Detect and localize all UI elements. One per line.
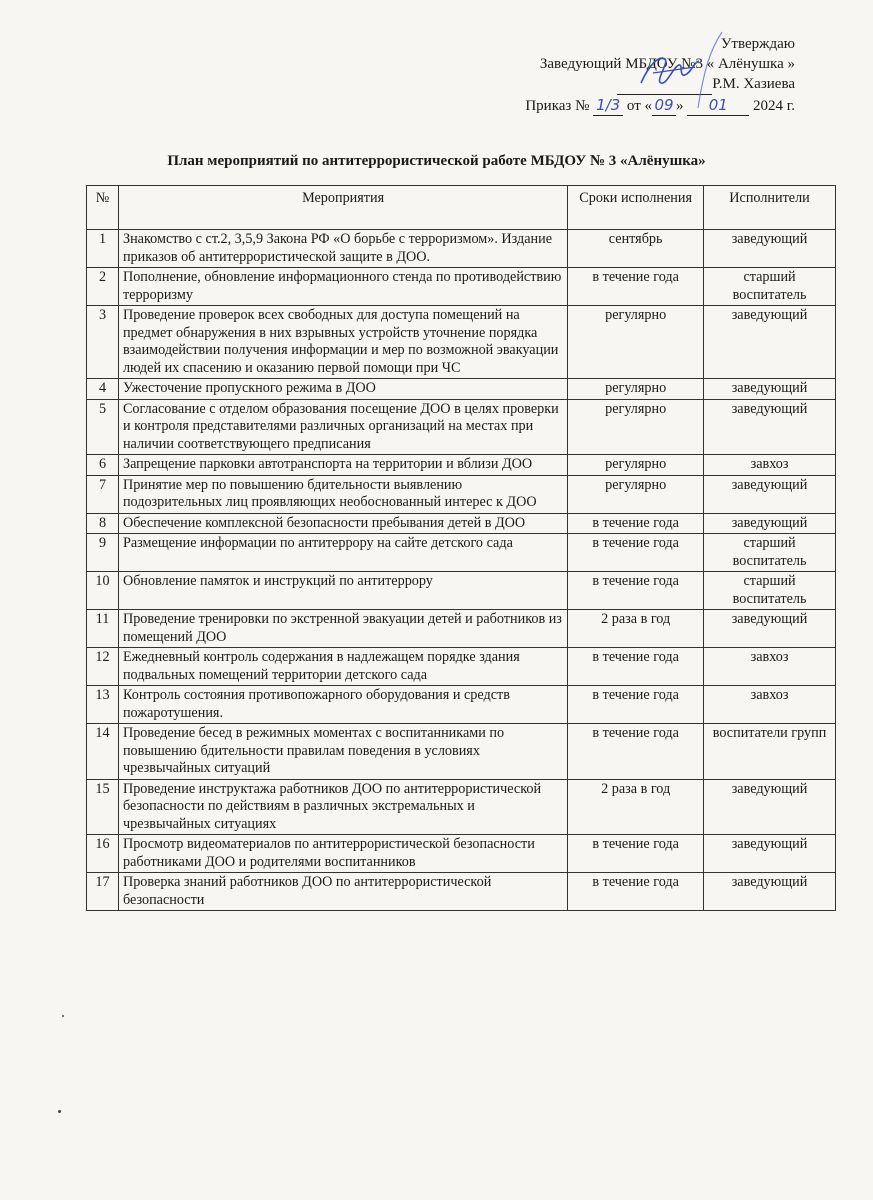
row-activity: Проверка знаний работников ДОО по антитеррористической безопасности [118, 873, 567, 911]
row-number: 8 [87, 513, 119, 534]
table-row [87, 686, 836, 724]
row-number: 1 [87, 230, 119, 268]
row-term: регулярно [568, 306, 704, 379]
row-activity: Проведение проверок всех свободных для доступа помещений на предмет обнаружения в них взрывных устройств уточнение порядка взаимодействии получения информации и мер по возможной эвакуации людей их спасению и оказанию первой помощи при ЧС [118, 306, 567, 379]
row-number: 5 [87, 399, 119, 455]
row-term: в течение года [568, 835, 704, 873]
row-number: 14 [87, 724, 119, 780]
row-activity: Принятие мер по повышению бдительности выявлению подозрительных лиц проявляющих необоснованный интерес к ДОО [118, 475, 567, 513]
row-term: регулярно [568, 399, 704, 455]
scan-speck [62, 1015, 64, 1017]
table-row [87, 399, 836, 455]
header-executor: Исполнители [704, 186, 836, 230]
row-number: 7 [87, 475, 119, 513]
row-number: 13 [87, 686, 119, 724]
row-activity: Проведение тренировки по экстренной эвакуации детей и работников из помещений ДОО [118, 610, 567, 648]
row-number: 2 [87, 268, 119, 306]
header-term: Сроки исполнения [568, 186, 704, 230]
row-term: в течение года [568, 268, 704, 306]
row-executor: заведующий [704, 306, 836, 379]
row-executor: заведующий [704, 513, 836, 534]
row-executor: старший воспитатель [704, 268, 836, 306]
table-row [87, 610, 836, 648]
activities-table [86, 185, 836, 911]
table-row [87, 306, 836, 379]
table-row [87, 455, 836, 476]
row-activity: Размещение информации по антитеррору на сайте детского сада [118, 534, 567, 572]
table-body [87, 230, 836, 911]
row-term: регулярно [568, 379, 704, 400]
row-activity: Обновление памяток и инструкций по антитеррору [118, 572, 567, 610]
header-activity: Мероприятия [118, 186, 567, 230]
row-term: 2 раза в год [568, 610, 704, 648]
header-number: № [87, 186, 119, 230]
row-term: в течение года [568, 572, 704, 610]
row-activity: Пополнение, обновление информационного стенда по противодействию терроризму [118, 268, 567, 306]
order-month: 01 [687, 95, 749, 116]
row-number: 11 [87, 610, 119, 648]
row-number: 4 [87, 379, 119, 400]
row-executor: заведующий [704, 379, 836, 400]
order-number: 1/3 [593, 95, 623, 116]
order-day: 09 [652, 95, 676, 116]
approval-position: Заведующий МБДОУ №3 « Алёнушка » [539, 56, 795, 72]
row-executor: заведующий [704, 610, 836, 648]
row-executor: завхоз [704, 686, 836, 724]
row-executor: заведующий [704, 835, 836, 873]
row-activity: Проведение инструктажа работников ДОО по антитеррористической безопасности по действиям в различных экстремальных и чрезвычайных ситуациях [118, 779, 567, 835]
table-row [87, 475, 836, 513]
table-row [87, 513, 836, 534]
table-row [87, 379, 836, 400]
row-activity: Согласование с отделом образования посещение ДОО в целях проверки и контроля представителями различных организаций на местах при наличии соответствующего предписания [118, 399, 567, 455]
row-activity: Просмотр видеоматериалов по антитеррористической безопасности работниками ДОО и родителями воспитанников [118, 835, 567, 873]
table-row [87, 873, 836, 911]
scan-speck [58, 1110, 61, 1113]
row-number: 6 [87, 455, 119, 476]
row-executor: воспитатели групп [704, 724, 836, 780]
row-executor: старший воспитатель [704, 572, 836, 610]
table-row [87, 534, 836, 572]
row-term: в течение года [568, 534, 704, 572]
row-activity: Проведение бесед в режимных моментах с воспитанниками по повышению бдительности правилам поведения в условиях чрезвычайных ситуаций [118, 724, 567, 780]
approval-name: Р.М. Хазиева [712, 76, 795, 92]
row-activity: Ужесточение пропускного режима в ДОО [118, 379, 567, 400]
row-executor: завхоз [704, 648, 836, 686]
row-term: в течение года [568, 873, 704, 911]
row-executor: заведующий [704, 873, 836, 911]
row-executor: заведующий [704, 779, 836, 835]
row-number: 12 [87, 648, 119, 686]
row-term: в течение года [568, 513, 704, 534]
approval-order-line: Приказ № 1/3 от « 09 » 01 2024 г. [525, 96, 795, 114]
row-executor: заведующий [704, 475, 836, 513]
table-header-row [87, 186, 836, 230]
row-activity: Контроль состояния противопожарного оборудования и средств пожаротушения. [118, 686, 567, 724]
row-number: 9 [87, 534, 119, 572]
table-row [87, 835, 836, 873]
row-number: 15 [87, 779, 119, 835]
row-number: 16 [87, 835, 119, 873]
row-activity: Обеспечение комплексной безопасности пребывания детей в ДОО [118, 513, 567, 534]
table-row [87, 572, 836, 610]
row-term: регулярно [568, 455, 704, 476]
table-row [87, 779, 836, 835]
table-row [87, 230, 836, 268]
table-row [87, 724, 836, 780]
stamp-mark-icon [690, 30, 730, 110]
row-term: в течение года [568, 648, 704, 686]
row-executor: завхоз [704, 455, 836, 476]
row-executor: заведующий [704, 230, 836, 268]
row-activity: Знакомство с ст.2, 3,5,9 Закона РФ «О борьбе с терроризмом». Издание приказов об антитеррористической защите в ДОО. [118, 230, 567, 268]
row-activity: Ежедневный контроль содержания в надлежащем порядке здания подвальных помещений территории детского сада [118, 648, 567, 686]
row-term: регулярно [568, 475, 704, 513]
table-row [87, 648, 836, 686]
row-executor: заведующий [704, 399, 836, 455]
row-term: 2 раза в год [568, 779, 704, 835]
document-title: План мероприятий по антитеррористической работе МБДОУ № 3 «Алёнушка» [167, 153, 706, 169]
row-term: в течение года [568, 724, 704, 780]
approval-heading: Утверждаю [720, 36, 795, 52]
row-term: в течение года [568, 686, 704, 724]
row-term: сентябрь [568, 230, 704, 268]
table-row [87, 268, 836, 306]
row-number: 10 [87, 572, 119, 610]
row-activity: Запрещение парковки автотранспорта на территории и вблизи ДОО [118, 455, 567, 476]
row-executor: старший воспитатель [704, 534, 836, 572]
row-number: 17 [87, 873, 119, 911]
row-number: 3 [87, 306, 119, 379]
